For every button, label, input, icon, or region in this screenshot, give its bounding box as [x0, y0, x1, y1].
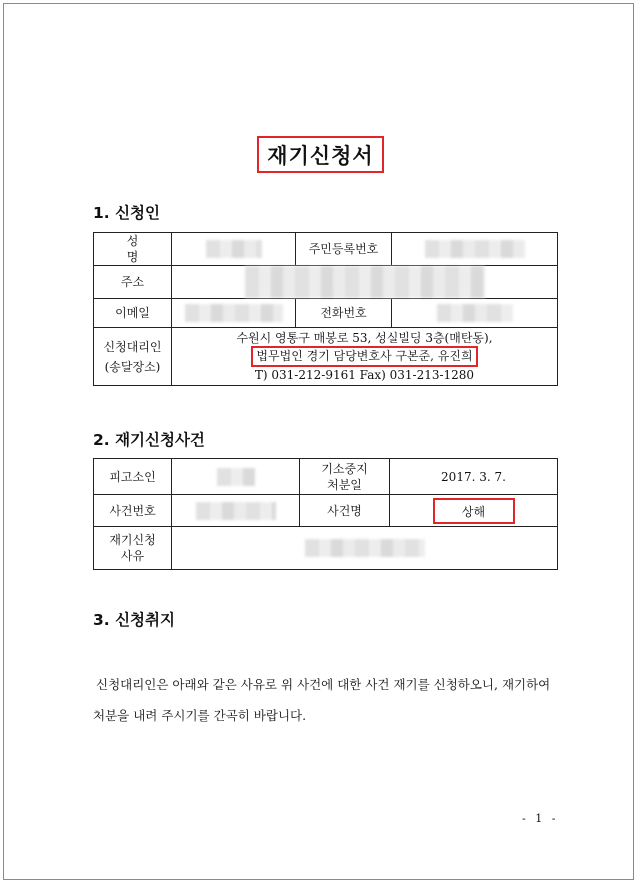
suspect-value [172, 459, 300, 495]
phone-label: 전화번호 [296, 299, 392, 328]
page-number: - 1 - [522, 812, 559, 825]
suspension-date-label-line2: 처분일 [327, 477, 362, 492]
redacted-phone [437, 304, 513, 322]
purpose-line-1: 신청대리인은 아래와 같은 사유로 위 사건에 대한 사건 재기를 신청하오니, 재기하여 [96, 677, 551, 692]
name-label: 성 명 [94, 233, 172, 266]
email-value [172, 299, 296, 328]
table-row [94, 527, 558, 570]
representative-address: 수원시 영통구 매봉로 53, 성실빌딩 3층(매탄동), [236, 331, 493, 345]
case-table [93, 458, 558, 570]
case-number-label: 사건번호 [94, 495, 172, 527]
case-name-cell [390, 495, 558, 527]
table-row [94, 299, 558, 328]
redacted-email [185, 304, 283, 322]
redacted-address [245, 266, 485, 298]
representative-contact: T) 031-212-9161 Fax) 031-213-1280 [254, 368, 475, 382]
document-title-box [257, 136, 384, 173]
representative-label-line1: 신청대리인 [103, 339, 162, 354]
address-value [172, 266, 558, 299]
redacted-name [206, 240, 262, 258]
redacted-resident-id [425, 240, 525, 258]
case-name-label: 사건명 [300, 495, 390, 527]
document-title: 재기신청서 [267, 143, 374, 168]
name-value [172, 233, 296, 266]
phone-value [392, 299, 558, 328]
section-heading-purpose: 3. 신청취지 [93, 611, 175, 629]
reason-label [94, 527, 172, 570]
table-row [94, 266, 558, 299]
applicant-table [93, 232, 558, 386]
resident-id-label: 주민등록번호 [296, 233, 392, 266]
section-heading-case: 2. 재기신청사건 [93, 431, 205, 449]
purpose-line-2: 처분을 내려 주시기를 간곡히 바랍니다. [93, 708, 307, 723]
reason-label-line1: 재기신청 [109, 533, 156, 547]
section-heading-applicant: 1. 신청인 [93, 204, 160, 222]
document-page [3, 3, 634, 880]
suspension-date-label-line1: 기소중지 [321, 461, 368, 476]
redacted-suspect [217, 468, 255, 486]
resident-id-value [392, 233, 558, 266]
reason-value [172, 527, 558, 570]
table-row [94, 459, 558, 495]
address-label: 주소 [94, 266, 172, 299]
representative-value [172, 328, 558, 386]
case-number-value [172, 495, 300, 527]
suspension-date-label [300, 459, 390, 495]
representative-firm: 법무법인 경기 담당변호사 구본준, 유진희 [251, 346, 477, 367]
suspect-label: 피고소인 [94, 459, 172, 495]
table-row [94, 233, 558, 266]
table-row [94, 328, 558, 386]
representative-label [94, 328, 172, 386]
suspension-date-value: 2017. 3. 7. [390, 459, 558, 495]
representative-label-line2: (송달장소) [104, 359, 161, 374]
case-name-value: 상해 [433, 498, 515, 524]
reason-label-line2: 사유 [120, 549, 145, 563]
redacted-reason [305, 539, 425, 557]
table-row [94, 495, 558, 527]
purpose-body [93, 675, 563, 724]
redacted-case-number [196, 502, 276, 520]
email-label: 이메일 [94, 299, 172, 328]
